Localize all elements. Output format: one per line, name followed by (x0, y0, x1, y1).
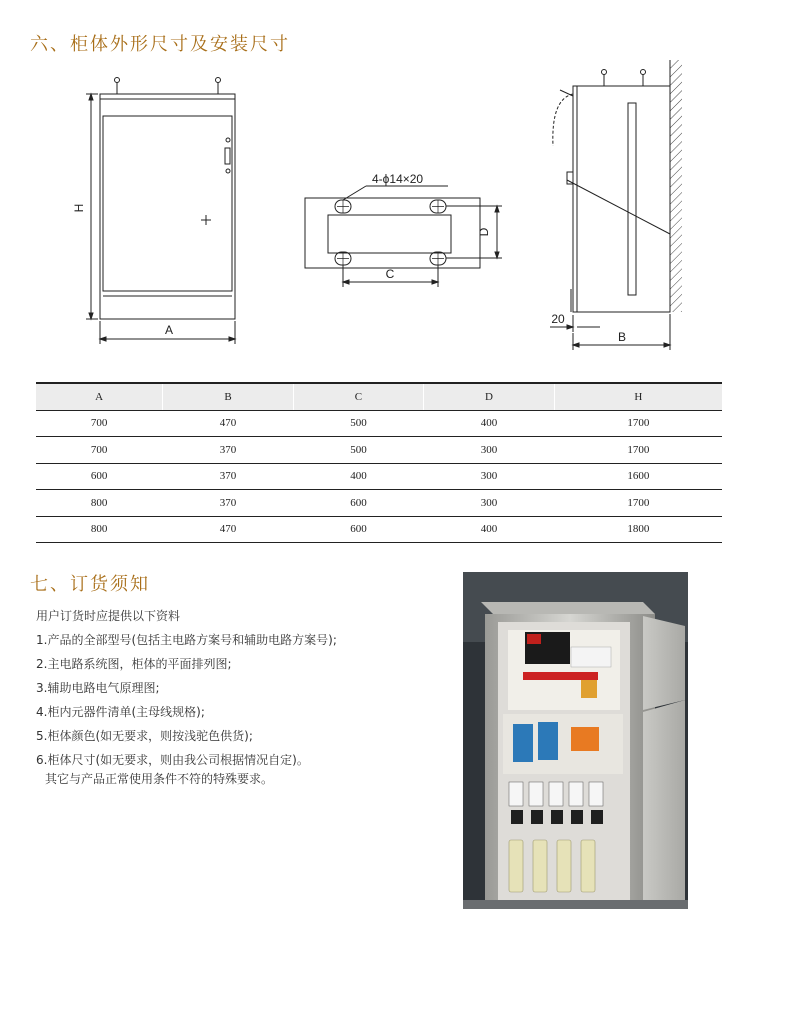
dimension-label-c: C (385, 267, 395, 281)
dimension-label-20: 20 (551, 312, 565, 326)
table-row (36, 516, 722, 543)
cell: 300 (424, 463, 554, 490)
cell: 1700 (554, 410, 722, 437)
dimension-label-d: D (477, 227, 491, 237)
order-requirements (36, 610, 337, 797)
side-view (550, 60, 682, 350)
dimensions-table (36, 382, 722, 543)
cell: 800 (36, 490, 163, 517)
cell: 700 (36, 437, 163, 464)
header-h: H (554, 383, 722, 410)
list-item: 6.柜体尺寸(如无要求，则由我公司根据情况自定)。 (36, 753, 309, 767)
cell: 1700 (554, 437, 722, 464)
base-plan-view (305, 186, 502, 287)
list-item: 2.主电路系统图，柜体的平面排列图; (36, 657, 232, 671)
header-d: D (424, 383, 554, 410)
dimension-label-b: B (617, 330, 627, 344)
header-b: B (163, 383, 293, 410)
hole-spec-label: 4-ϕ14×20 (372, 172, 424, 186)
cell: 600 (293, 516, 423, 543)
cell: 370 (163, 437, 293, 464)
section-6-title: 六、柜体外形尺寸及安装尺寸 (30, 34, 290, 55)
table-header-row (36, 383, 722, 410)
cell: 370 (163, 490, 293, 517)
cell: 370 (163, 463, 293, 490)
header-c: C (293, 383, 423, 410)
cell: 400 (424, 516, 554, 543)
cell: 500 (293, 437, 423, 464)
cell: 400 (424, 410, 554, 437)
list-item: 4.柜内元器件清单(主母线规格); (36, 705, 205, 719)
cell: 300 (424, 437, 554, 464)
order-note: 其它与产品正常使用条件不符的特殊要求。 (45, 772, 274, 786)
list-item: 5.柜体颜色(如无要求，则按浅驼色供货); (36, 729, 253, 743)
dimension-label-a: A (164, 323, 174, 337)
cabinet-dimension-drawings (0, 60, 800, 360)
table-row (36, 410, 722, 437)
cell: 600 (293, 490, 423, 517)
table-row (36, 437, 722, 464)
cell: 300 (424, 490, 554, 517)
cell: 470 (163, 410, 293, 437)
cell: 400 (293, 463, 423, 490)
cell: 470 (163, 516, 293, 543)
cell: 1600 (554, 463, 722, 490)
cabinet-product-photo (463, 572, 688, 909)
dimension-label-h: H (72, 203, 86, 213)
order-intro: 用户订货时应提供以下资料 (36, 609, 181, 623)
cell: 1700 (554, 490, 722, 517)
cell: 700 (36, 410, 163, 437)
table-row (36, 463, 722, 490)
section-7-title: 七、订货须知 (30, 574, 150, 595)
table-row (36, 490, 722, 517)
cell: 600 (36, 463, 163, 490)
front-view (86, 78, 235, 345)
header-a: A (36, 383, 163, 410)
cell: 800 (36, 516, 163, 543)
cell: 500 (293, 410, 423, 437)
list-item: 3.辅助电路电气原理图; (36, 681, 160, 695)
cell: 1800 (554, 516, 722, 543)
list-item: 1.产品的全部型号(包括主电路方案号和辅助电路方案号); (36, 633, 337, 647)
